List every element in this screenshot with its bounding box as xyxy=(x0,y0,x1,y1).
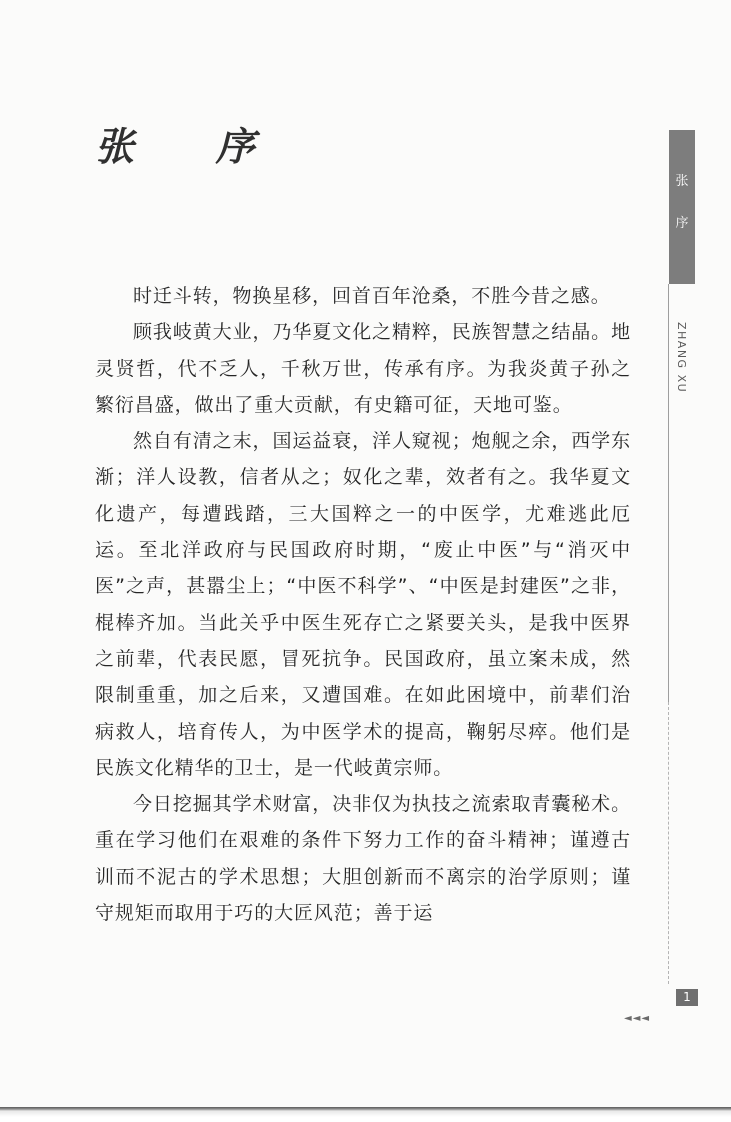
side-divider-line xyxy=(668,284,669,702)
paragraph: 顾我岐黄大业，乃华夏文化之精粹，民族智慧之结晶。地灵贤哲，代不乏人，千秋万世，传承有序。为我炎黄子孙之繁衍昌盛，做出了重大贡献，有史籍可征，天地可鉴。 xyxy=(95,321,631,416)
paragraph: 然自有清之末，国运益衰，洋人窥视；炮舰之余，西学东渐；洋人设教，信者从之；奴化之辈，效者有之。我华夏文化遗产，每遭践踏，三大国粹之一的中医学，尤难逃此厄运。至北洋政府与民国政府时期，“废止中医”与“消灭中医”之声，甚嚣尘上；“中医不科学”、“中医是封建医”之非，棍棒齐加。当此关乎中医生死存亡之紧要关头，是我中医界之前辈，代表民愿，冒死抗争。民国政府，虽立案未成，然限制重重，加之后来，又遭国难。在如此困境中，前辈们治病救人，培育传人，为中医学术的提高，鞠躬尽瘁。他们是民族文化精华的卫士，是一代岐黄宗师。 xyxy=(95,430,631,779)
side-tab-english-label: ZHANG XU xyxy=(675,322,688,394)
page-title: 张 序 xyxy=(95,124,289,170)
side-tab-char: 张 xyxy=(675,174,689,189)
triple-left-arrow-icon: ◄◄◄ xyxy=(624,1013,651,1024)
page-bottom-edge xyxy=(0,1107,731,1122)
paragraph: 今日挖掘其学术财富，决非仅为执技之流索取青囊秘术。重在学习他们在艰难的条件下努力工作的奋斗精神；谨遵古训而不泥古的学术思想；大胆创新而不离宗的治学原则；谨守规矩而取用于巧的大匠风范；善于运 xyxy=(95,793,631,925)
body-text xyxy=(95,278,631,931)
paragraph: 时迁斗转，物换星移，回首百年沧桑，不胜今昔之感。 xyxy=(133,285,611,307)
side-divider-dashed-line xyxy=(668,702,669,984)
side-tab-char: 序 xyxy=(675,216,689,231)
chapter-side-tab xyxy=(669,130,695,284)
page-number-badge: 1 xyxy=(676,989,698,1006)
